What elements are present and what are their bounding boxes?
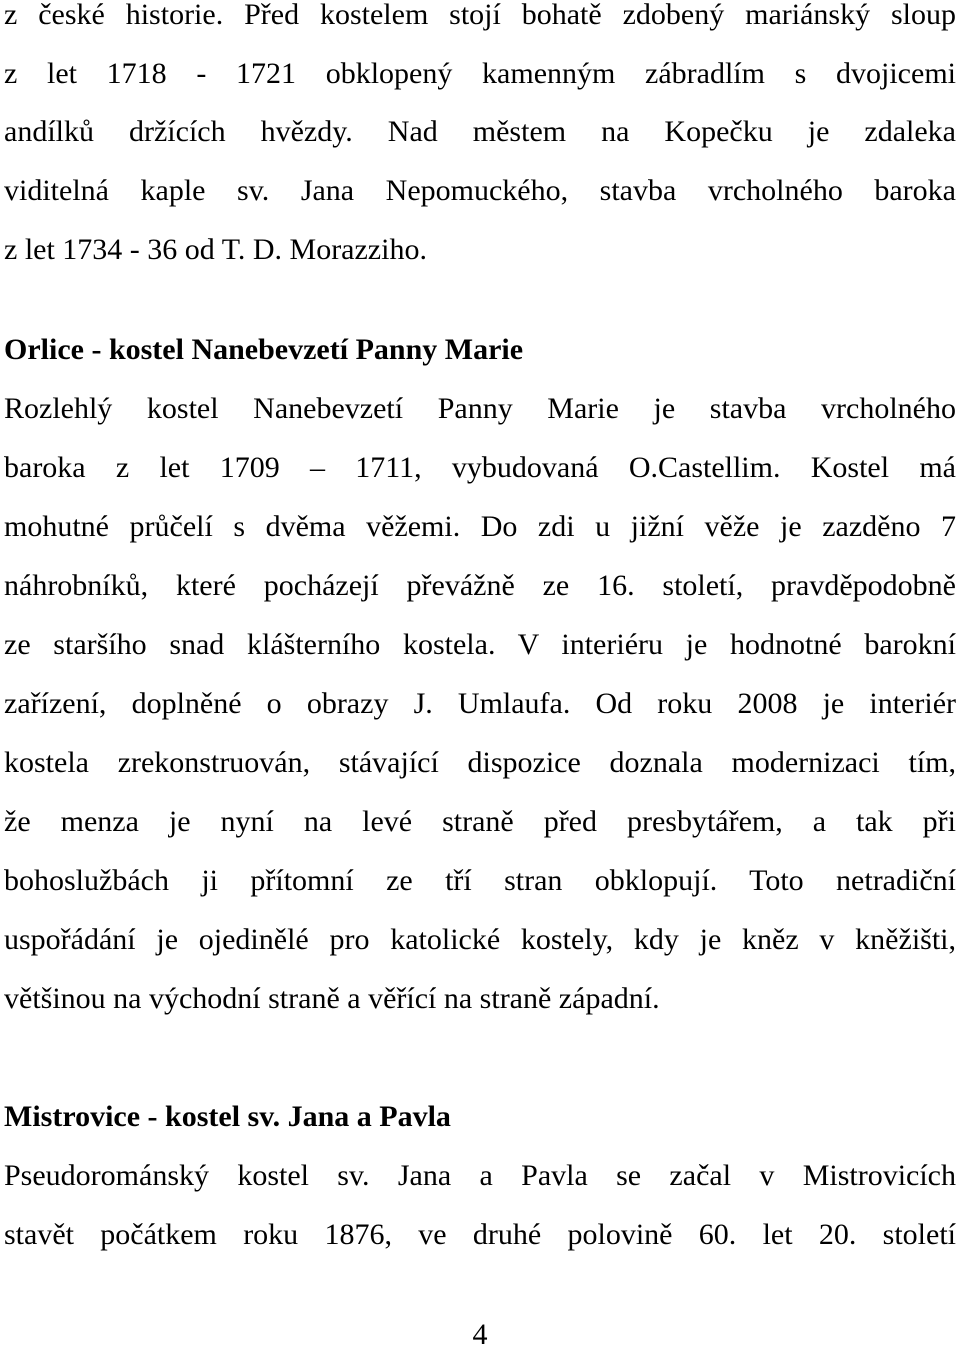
orlice-line-1: Rozlehlý kostel Nanebevzetí Panny Marie je stavba vrcholného bbox=[4, 392, 956, 425]
intro-line-1: z české historie. Před kostelem stojí bohatě zdobený mariánský sloup bbox=[4, 0, 956, 31]
orlice-line-11: většinou na východní straně a věřící na straně západní. bbox=[4, 982, 660, 1015]
page-number: 4 bbox=[472, 1318, 488, 1351]
section-heading-mistrovice: Mistrovice - kostel sv. Jana a Pavla bbox=[4, 1100, 451, 1133]
orlice-line-6: zařízení, doplněné o obrazy J. Umlaufa. Od roku 2008 je interiér bbox=[4, 687, 956, 720]
intro-line-3: andílků držících hvězdy. Nad městem na Kopečku je zdaleka bbox=[4, 115, 956, 148]
orlice-line-7: kostela zrekonstruován, stávající dispozice doznala modernizaci tím, bbox=[4, 746, 956, 779]
orlice-line-9: bohoslužbách ji přítomní ze tří stran obklopují. Toto netradiční bbox=[4, 864, 956, 897]
intro-line-5: z let 1734 - 36 od T. D. Morazziho. bbox=[4, 233, 427, 266]
mistrovice-line-1: Pseudorománský kostel sv. Jana a Pavla se začal v Mistrovicích bbox=[4, 1159, 956, 1192]
orlice-line-4: náhrobníků, které pocházejí převážně ze 16. století, pravděpodobně bbox=[4, 569, 956, 602]
orlice-line-8: že menza je nyní na levé straně před presbytářem, a tak při bbox=[4, 805, 956, 838]
intro-line-2: z let 1718 - 1721 obklopený kamenným zábradlím s dvojicemi bbox=[4, 57, 956, 90]
orlice-line-2: baroka z let 1709 – 1711, vybudovaná O.Castellim. Kostel má bbox=[4, 451, 956, 484]
mistrovice-line-2: stavět počátkem roku 1876, ve druhé polovině 60. let 20. století bbox=[4, 1218, 956, 1251]
orlice-line-3: mohutné průčelí s dvěma věžemi. Do zdi u jižní věže je zazděno 7 bbox=[4, 510, 956, 543]
orlice-line-5: ze staršího snad klášterního kostela. V interiéru je hodnotné barokní bbox=[4, 628, 956, 661]
intro-line-4: viditelná kaple sv. Jana Nepomuckého, stavba vrcholného baroka bbox=[4, 174, 956, 207]
orlice-line-10: uspořádání je ojedinělé pro katolické kostely, kdy je kněz v kněžišti, bbox=[4, 923, 956, 956]
section-heading-orlice: Orlice - kostel Nanebevzetí Panny Marie bbox=[4, 333, 524, 366]
